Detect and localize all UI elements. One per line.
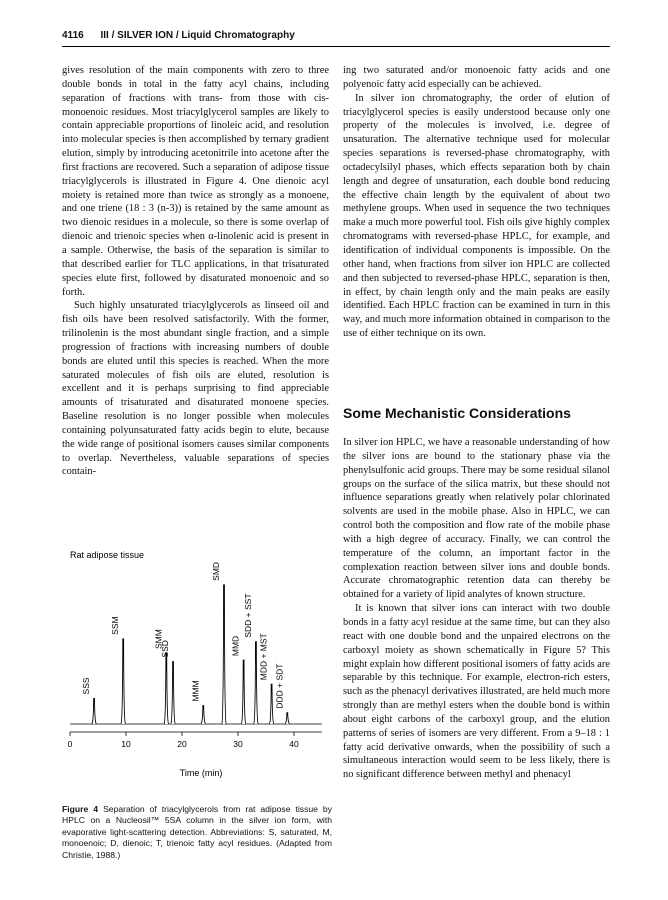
- chromatogram-peak: [121, 639, 125, 724]
- right-column: [343, 64, 610, 341]
- peak-label: SSD: [160, 640, 171, 658]
- peak-labels: [81, 562, 284, 709]
- left-paragraph-2: Such highly unsaturated triacylglycerols as linseed oil and fish oils have been resolved satisfactorily. With the former, trilinolenin is the most abundant single fraction, and a simple progression of fractions with increasing numbers of double bonds are eluted until this species is reached. When the more saturated molecules of fish oils are eluted, resolution is excellent and it is perhaps surprising to find appreciable amounts of trisaturated and disaturated monoene species. Baseline resolution is no longer possible when molecules containing polyunsaturated fatty acids begin to elute, because the wide range of positional isomers causes similar components to overlap. Nevertheless, valuable separations of species contain-: [62, 300, 329, 478]
- running-header: [62, 30, 610, 44]
- right-paragraph-1: ing two saturated and/or monoenoic fatty acids and one polyenoic fatty acid especially can be achieved.: [343, 65, 610, 90]
- peak-label: SMM: [153, 629, 164, 649]
- right-paragraph-4: It is known that silver ions can interact with two double bonds in a fatty acyl residue at the same time, but can they also react with one double bond and the unpaired electrons on the carboxyl moiety as shown schematically in Figure 5? This might explain how different positional isomers of fatty acids are separable by this technique. For example, electron-rich esters, such as the phenacyl derivatives illustrated, are held much more strongly than are methyl esters when the double bond is within about eight carbons of the carboxyl group, and the elution patterns of series of isomers are very different. From a 9–18 : 1 fatty acid derivative onwards, when the possibility of such a simultaneous interaction would seem to be less likely, there is no significant difference between methyl and phenacyl: [343, 603, 610, 781]
- x-tick-label: 30: [233, 739, 243, 749]
- figure-4: [58, 538, 332, 788]
- x-tick-label: 40: [289, 739, 299, 749]
- chromatogram-peak: [241, 660, 245, 724]
- chromatogram-chart: [58, 538, 332, 788]
- peak-label: MMD: [230, 635, 241, 657]
- peak-label: MMM: [190, 680, 201, 702]
- chromatogram-peak: [92, 698, 96, 724]
- chart-title: Rat adipose tissue: [70, 550, 145, 560]
- left-paragraph-1: gives resolution of the main components with zero to three double bonds in total in the fatty acyl chains, including separation of fractions with trans- from those with cis-monoenoic residues. Most triacylglycerol samples are likely to contain appreciable proportions of linoleic acid, and resolution into molecular species is then accomplished by ternary gradient elution, simply by introducing acetonitrile into acetone after the first fractions are recovered. Such a separation of adipose tissue triacylglycerols is illustrated in Figure 4. One dienoic acyl moiety is retained more than twice as strongly as a monoene, and one triene (18 : 3 (n-3)) is retained by the same amount as two dienoic residues in a molecule, so there is some overlap of dienoic and trienoic species when α-linolenic acid is present in a sample. Otherwise, the basis of the separation is similar to that described earlier for TLC applications, in that trisaturated species elute first, followed by disaturated monoenoic and so forth.: [62, 65, 329, 298]
- left-column: [62, 64, 329, 479]
- chromatogram-peak: [201, 706, 205, 724]
- chromatogram-peak: [254, 642, 258, 724]
- running-title: III / SILVER ION / Liquid Chromatography: [100, 30, 295, 41]
- caption-label: Figure 4: [62, 804, 99, 814]
- x-tick-label: 0: [67, 739, 73, 749]
- peak-label: SSM: [110, 616, 121, 635]
- figure-caption: [62, 804, 332, 861]
- section-heading: Some Mechanistic Considerations: [343, 405, 571, 421]
- chromatogram-peak: [285, 713, 289, 724]
- x-axis-ticks: [68, 732, 299, 749]
- chromatogram-peak: [164, 653, 168, 724]
- peak-label: SDD + SST: [242, 593, 253, 638]
- x-axis-label: Time (min): [179, 768, 223, 778]
- chromatogram-peak: [269, 684, 273, 724]
- x-tick-label: 10: [121, 739, 131, 749]
- caption-text: Separation of triacylglycerols from rat adipose tissue by HPLC on a Nucleosil™ 5SA column in the silver ion form, with evaporative light-scattering detection. Abbreviations: S, saturated, M, monoenoic; D, dienoic; T, trienoic fatty acyl residues. (Adapted from Christie, 1988.): [62, 804, 332, 860]
- peak-label: DDD + SDT: [274, 663, 285, 709]
- right-paragraph-2: In silver ion chromatography, the order of elution of triacylglycerol species is easily understood because only one property of the molecules is involved, i.e. degree of unsaturation. The alternative technique used for molecular species separations is reversed-phase chromatography, with octadecylsilyl phases, which effects separation both by chain length and degree of unsaturation, each double bond reducing the effective chain length by the equivalent of about two methylene groups. When used in sequence the two techniques make a much more powerful tool. Fish oils give highly complex chromatograms with reversed-phase HPLC, for example, and identification of individual components is impossible. On the other hand, when fractions from silver ion HPLC are collected and then subjected to reversed-phase HPLC, separation is then, in effect, by chain length only and the main peaks are easily identified. Each HPLC fraction can be examined in turn in this way, and much more information obtained in comparison to the use of either technique on its own.: [343, 92, 610, 340]
- peak-label: MDD + MST: [258, 633, 269, 681]
- peak-label: SMD: [211, 561, 221, 581]
- chromatogram-peak: [171, 662, 175, 724]
- chromatogram-peak: [222, 585, 226, 724]
- page-number: 4116: [62, 30, 84, 41]
- peak-label: SSS: [81, 677, 92, 695]
- right-paragraph-3: In silver ion HPLC, we have a reasonable understanding of how the silver ions are bound to the stationary phase via the phenylsulfonic acid groups. There may be some residual silanol groups on the surface of the silica matrix, but these should not influence separations greatly when relatively polar chlorinated solvents are used in the mobile phase. Also in HPLC, we can control both the composition and flow rate of the mobile phase with a high degree of accuracy. Finally, we can control the temperature of the column, an important factor in the complexation reaction between silver ions and double bonds. Accurate chromatographic retention data can thereby be obtained for a variety of lipid analytes of known structure.: [343, 437, 610, 601]
- x-tick-label: 20: [177, 739, 187, 749]
- header-rule: [62, 46, 610, 47]
- right-column-lower: [343, 436, 610, 782]
